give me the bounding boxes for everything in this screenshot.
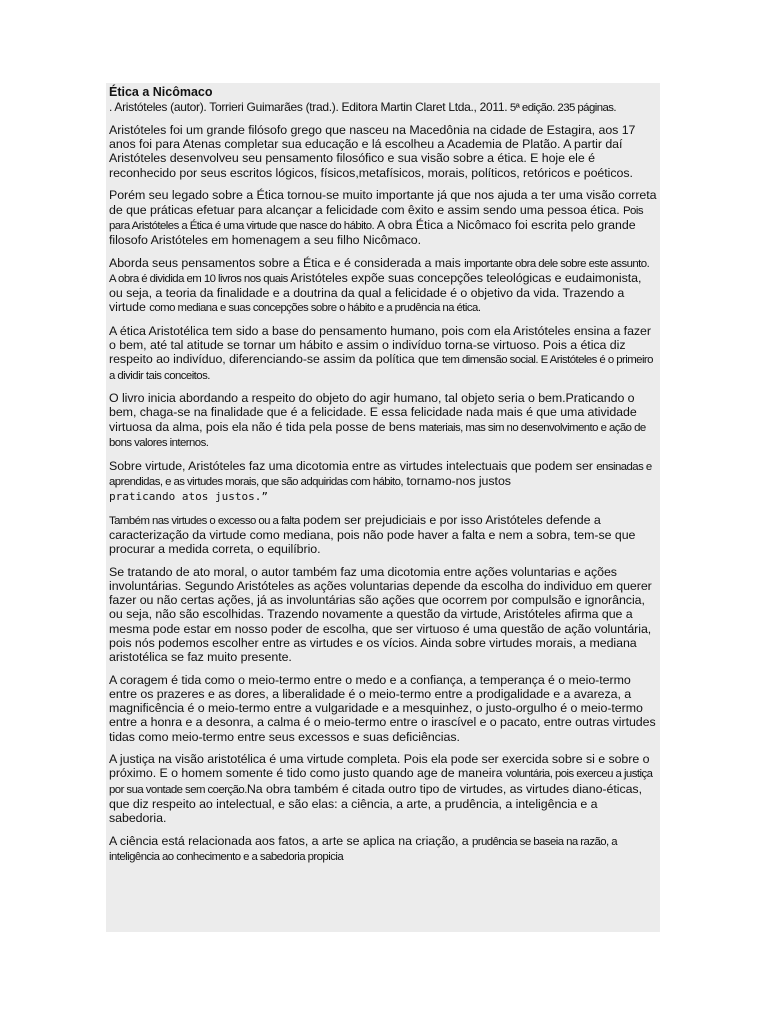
paragraph-8: Se tratando de ato moral, o autor também faz uma dicotomia entre ações voluntarias e ações involuntárias. Segundo Aristóteles as ações voluntarias depende da escolha do individuo em querer fazer ou não certas ações, já as involuntárias são ações que ocorrem por compulsão e ignorância, ou seja, não são escolhidas. Trazendo novamente a questão da virtude, Aristóteles afirma que a mesma pode estar em nosso poder de escolha, que ser virtuoso é uma questão de ação voluntária, pois nós podemos escolher entre as virtudes e os vícios. Ainda sobre virtudes morais, a mediana aristotélica se faz muito presente. [109, 564, 652, 664]
paragraph-11-part-b: prudência se baseia na razão, a inteligência ao conhecimento e a sabedoria propicia [109, 835, 618, 863]
paragraph-2-part-a: Porém seu legado sobre a Ética tornou-se muito importante já que nos ajuda a ter uma visão correta de que práticas efetuar para alcançar a felicidade com êxito e assim sendo uma pessoa ética. [109, 188, 657, 217]
document-citation [109, 100, 657, 115]
paragraph-6-quote: praticando atos justos.” [109, 489, 268, 503]
paragraph-7 [109, 513, 657, 557]
paragraph-11-part-a: A ciência está relacionada aos fatos, a arte se aplica na criação, a [109, 833, 472, 848]
citation-edition: 5ª edição. 235 páginas. [507, 102, 617, 114]
paragraph-6 [109, 459, 657, 505]
paragraph-5-part-a: O livro inicia abordando a respeito do objeto do agir humano, tal objeto seria o bem.Praticando o bem, chaga-se na finalidade que é a felicidade. E essa felicidade nada mais é que uma atividade virtuosa da alma, pois ela não é tida pela posse de bens [109, 391, 637, 434]
paragraph-2 [109, 188, 657, 247]
paragraph-5-part-b: materiais, mas sim no desenvolvimento e ação de bons valores internos. [109, 421, 646, 449]
paragraph-3 [109, 256, 657, 316]
paragraph-4-part-b: tem dimensão social. E Aristóteles é o primeiro a dividir tais conceitos. [109, 354, 653, 382]
paragraph-2-part-b: Pois para Aristóteles a Ética é uma virtude que nasce do hábito. [109, 204, 643, 232]
paragraph-7-part-b: podem ser prejudiciais e por isso Aristóteles defende a caracterização da virtude como mediana, pois não pode haver a falta e nem a sobra, tem-se que procurar a medida correta, o equilíbrio. [109, 512, 636, 557]
paragraph-10-part-b: voluntária, pois exerceu a justiça por sua vontade sem coerção. [109, 768, 653, 796]
paragraph-3-part-d: como mediana e suas concepções sobre o hábito e a prudência na ética. [149, 302, 481, 315]
paragraph-4-part-a: A ética Aristotélica tem sido a base do pensamento humano, pois com ela Aristóteles ensina a fazer o bem, até tal atitude se tornar um hábito e assim o indivíduo torna-se virtuoso. Pois a ética diz respeito ao indivíduo, diferenciando-se assim da política que [109, 323, 651, 367]
paragraph-1: Aristóteles foi um grande filósofo grego que nasceu na Macedônia na cidade de Estagira, aos 17 anos foi para Atenas completar sua educação e lá escolheu a Academia de Platão. A partir daí Aristóteles desenvolveu seu pensamento filosófico e sua visão sobre a ética. E hoje ele é reconhecido por seus escritos lógicos, físicos,metafísicos, morais, políticos, retóricos e poéticos. [109, 123, 636, 180]
paragraph-11 [109, 834, 657, 864]
paragraph-6-part-a: Sobre virtude, Aristóteles faz uma dicotomia entre as virtudes intelectuais que podem ser [109, 458, 597, 473]
paragraph-4 [109, 324, 657, 383]
paragraph-6-part-b: ensinadas e aprendidas, e as virtudes morais, que são adquiridas com hábito, [109, 460, 652, 488]
citation-main: . Aristóteles (autor). Torrieri Guimarães (trad.). Editora Martin Claret Ltda., 2011. [109, 100, 508, 114]
paragraph-6-part-c: tornamo-nos justos [403, 473, 511, 488]
paragraph-3-part-b: importante obra dele sobre este assunto. A obra é dividida em 10 livros nos quais [109, 257, 650, 285]
paragraph-10-part-c: Na obra também é citada outro tipo de virtudes, as virtudes diano-éticas, que diz respeito ao intelectual, e são elas: a ciência, a arte, a prudência, a inteligência e a sabedoria. [109, 781, 642, 826]
paragraph-5 [109, 391, 657, 450]
paragraph-3-part-c: Aristóteles expõe suas concepções teleológicas e eudaimonista, ou seja, a teoria da finalidade e a doutrina da qual a felicidade é o objetivo da vida. Trazendo a virtude [109, 270, 642, 315]
document-page [106, 83, 660, 932]
paragraph-10-part-a: A justiça na visão aristotélica é uma virtude completa. Pois ela pode ser exercida sobre si e sobre o próximo. E o homem somente é tido como justo quando age de maneira [109, 752, 650, 781]
paragraph-9: A coragem é tida como o meio-termo entre o medo e a confiança, a temperança é o meio-termo entre os prazeres e as dores, a liberalidade é o meio-termo entre a prodigalidade e a avareza, a magnificência é o meio-termo entre a vulgaridade e a mesquinhez, o justo-orgulho é o meio-termo entre a honra e a desonra, a calma é o meio-termo entre o irascível e o pacato, entre outras virtudes tidas como meio-termo entre seus excessos e suas deficiências. [109, 672, 656, 744]
paragraph-3-part-a: Aborda seus pensamentos sobre a Ética e é considerada a mais [109, 255, 465, 270]
document-title: Ética a Nicômaco [109, 85, 213, 99]
paragraph-2-part-c: A obra Ética a Nicômaco foi escrita pelo grande filosofo Aristóteles em homenagem a seu filho Nicômaco. [109, 217, 636, 247]
paragraph-7-part-a: Também nas virtudes o excesso ou a falta [109, 514, 300, 527]
paragraph-10 [109, 752, 657, 825]
